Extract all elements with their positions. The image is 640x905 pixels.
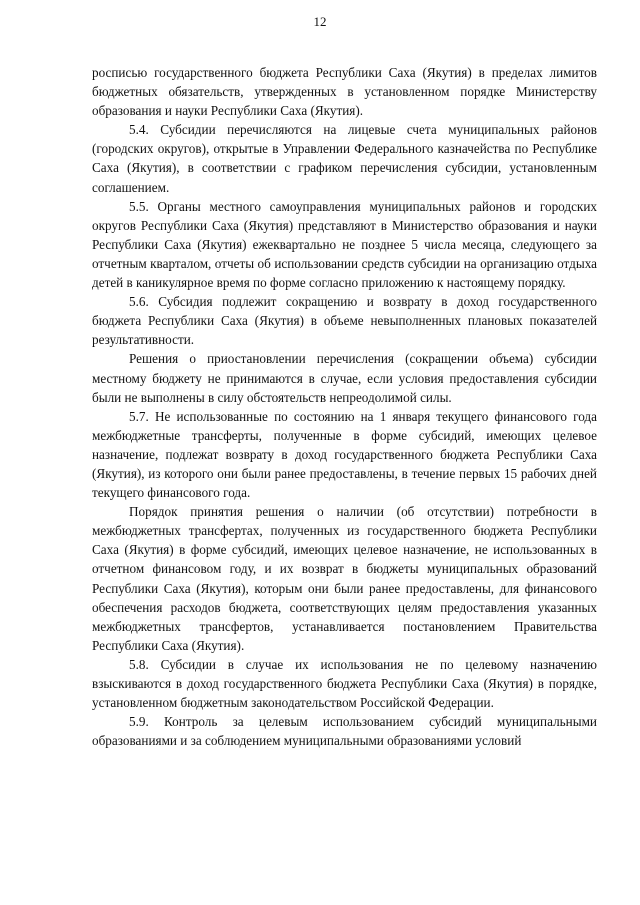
paragraph: 5.7. Не использованные по состоянию на 1 января текущего финансового года межбюджетные трансферты, полученные в форме субсидий, имеющих целевое назначение, подлежат возврату в доход государственного бюджета Республики Саха (Якутия), из которого они были ранее предоставлены, в течение первых 15 рабочих дней текущего финансового года. (92, 408, 597, 501)
paragraph: 5.6. Субсидия подлежит сокращению и возврату в доход государственного бюджета Республики Саха (Якутия) в объеме невыполненных плановых показателей результативности. (92, 294, 597, 348)
paragraph: 5.9. Контроль за целевым использованием субсидий муниципальными образованиями и за соблюдением муниципальными образованиями условий (92, 714, 597, 749)
paragraph: Порядок принятия решения о наличии (об отсутствии) потребности в межбюджетных трансфертах, полученных из государственного бюджета Республики Саха (Якутия) в форме субсидий, имеющих целевое назначение, не использованных в отчетном финансовом году, и их возврат в бюджеты муниципальных образований Республики Саха (Якутия), которым они были ранее предоставлены, для финансового обеспечения расходов бюджета, соответствующих целям предоставления указанных межбюджетных трансфертов, устанавливается постановлением Правительства Республики Саха (Якутия). (92, 504, 597, 653)
document-body (92, 63, 597, 750)
paragraph: 5.8. Субсидии в случае их использования не по целевому назначению взыскиваются в доход государственного бюджета Республики Саха (Якутия) в порядке, установленном бюджетным законодательством Российской Федерации. (92, 656, 597, 711)
paragraph: Решения о приостановлении перечисления (сокращении объема) субсидии местному бюджету не принимаются в случае, если условия предоставления субсидии были не выполнены в силу обстоятельств непреодолимой силы. (92, 351, 597, 405)
paragraph: росписью государственного бюджета Республики Саха (Якутия) в пределах лимитов бюджетных обязательств, утвержденных в установленном порядке Министерству образования и науки Республики Саха (Якутия). (92, 65, 597, 119)
page-number: 12 (313, 14, 327, 29)
paragraph: 5.5. Органы местного самоуправления муниципальных районов и городских округов Республики Саха (Якутия) представляют в Министерство образования и науки Республики Саха (Якутия) ежеквартально не позднее 5 числа месяца, следующего за отчетным кварталом, отчеты об использовании средств субсидии на организацию отдыха детей в каникулярное время по форме согласно приложению к настоящему порядку. (92, 198, 597, 291)
paragraph: 5.4. Субсидии перечисляются на лицевые счета муниципальных районов (городских округов), открытые в Управлении Федерального казначейства по Республике Саха (Якутия), в соответствии с графиком перечисления субсидии, установленным соглашением. (92, 122, 597, 195)
